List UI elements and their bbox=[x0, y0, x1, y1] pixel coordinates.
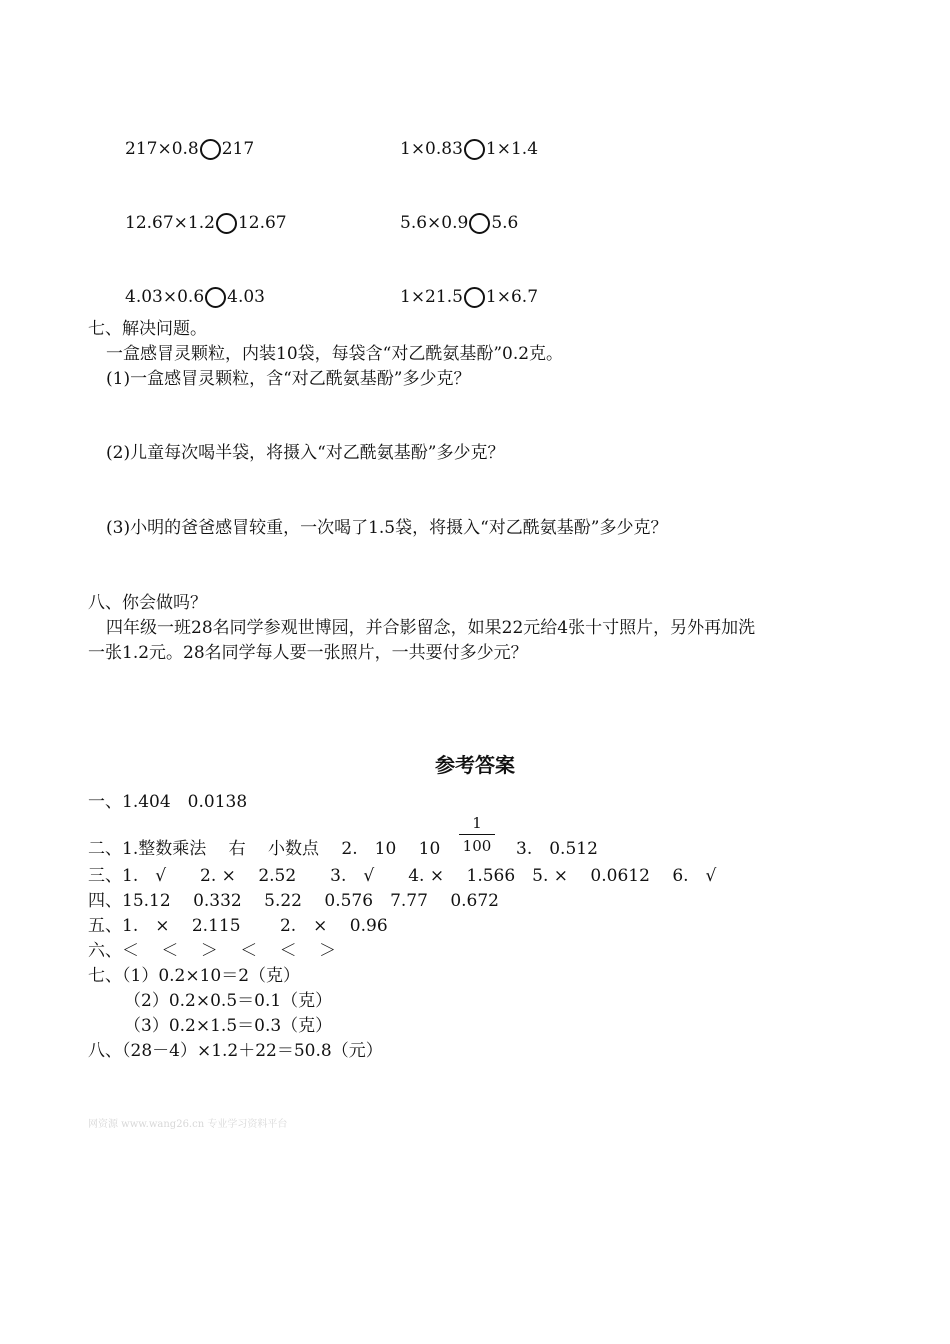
answer-1: 一、1.404 0.0138 bbox=[88, 792, 248, 812]
answer-3: 三、1. √ 2. × 2.52 3. √ 4. × 1.566 5. × 0.0612 6. √ bbox=[88, 866, 717, 886]
expression: 1×6.7 bbox=[485, 287, 539, 307]
answer-6: 六、＜ ＜ ＞ ＜ ＜ ＞ bbox=[88, 941, 337, 961]
fraction-numerator: 1 bbox=[472, 814, 482, 832]
expression: 217 bbox=[221, 139, 255, 159]
expression: 12.67×1.2 bbox=[125, 213, 215, 233]
compare-row2-left bbox=[125, 212, 287, 234]
answer-8: 八、（28－4）×1.2＋22＝50.8（元） bbox=[88, 1041, 383, 1061]
fraction bbox=[459, 814, 495, 855]
section7-intro: 一盒感冒灵颗粒，内装10袋，每袋含“对乙酰氨基酚”0.2克。 bbox=[106, 344, 564, 364]
answer-circle[interactable] bbox=[464, 287, 485, 308]
section7-question-2: (2)儿童每次喝半袋，将摄入“对乙酰氨基酚”多少克？ bbox=[106, 443, 505, 463]
compare-row3-left bbox=[125, 286, 265, 308]
expression: 1×0.83 bbox=[400, 139, 463, 159]
watermark: 网资源 www.wang26.cn 专业学习资料平台 bbox=[88, 1119, 288, 1130]
answer-circle[interactable] bbox=[205, 287, 226, 308]
section7-heading: 七、解决问题。 bbox=[88, 319, 207, 339]
compare-row3-right bbox=[400, 286, 538, 308]
expression: 4.03 bbox=[227, 287, 265, 307]
answer-circle[interactable] bbox=[200, 139, 221, 160]
answer-2-suffix: 3. 0.512 bbox=[516, 839, 598, 859]
expression: 5.6 bbox=[491, 213, 519, 233]
expression: 217×0.8 bbox=[125, 139, 199, 159]
answer-circle[interactable] bbox=[216, 213, 237, 234]
answer-7-1: 七、（1）0.2×10＝2（克） bbox=[88, 966, 301, 986]
section8-heading: 八、你会做吗？ bbox=[88, 593, 207, 613]
compare-row2-right bbox=[400, 212, 518, 234]
compare-row1-right bbox=[400, 138, 538, 160]
section7-question-3: (3)小明的爸爸感冒较重，一次喝了1.5袋，将摄入“对乙酰氨基酚”多少克？ bbox=[106, 518, 668, 538]
expression: 1×1.4 bbox=[485, 139, 539, 159]
section8-line2: 一张1.2元。28名同学每人要一张照片，一共要付多少元？ bbox=[88, 643, 528, 663]
expression: 12.67 bbox=[237, 213, 287, 233]
expression: 4.03×0.6 bbox=[125, 287, 205, 307]
answer-7-2: （2）0.2×0.5＝0.1（克） bbox=[124, 991, 333, 1011]
compare-row1-left bbox=[125, 138, 254, 160]
fraction-denominator: 100 bbox=[462, 837, 492, 855]
fraction-bar bbox=[459, 834, 495, 835]
answer-circle[interactable] bbox=[464, 139, 485, 160]
answer-4: 四、15.12 0.332 5.22 0.576 7.77 0.672 bbox=[88, 891, 499, 911]
answer-7-3: （3）0.2×1.5＝0.3（克） bbox=[124, 1016, 333, 1036]
expression: 1×21.5 bbox=[400, 287, 463, 307]
section8-line1: 四年级一班28名同学参观世博园，并合影留念，如果22元给4张十寸照片，另外再加洗 bbox=[106, 618, 756, 638]
section7-question-1: (1)一盒感冒灵颗粒，含“对乙酰氨基酚”多少克？ bbox=[106, 369, 471, 389]
answer-2-prefix: 二、1.整数乘法 右 小数点 2. 10 10 bbox=[88, 839, 441, 859]
answers-title: 参考答案 bbox=[435, 753, 515, 777]
expression: 5.6×0.9 bbox=[400, 213, 469, 233]
answer-5: 五、1. × 2.115 2. × 0.96 bbox=[88, 916, 388, 936]
answer-circle[interactable] bbox=[469, 213, 490, 234]
